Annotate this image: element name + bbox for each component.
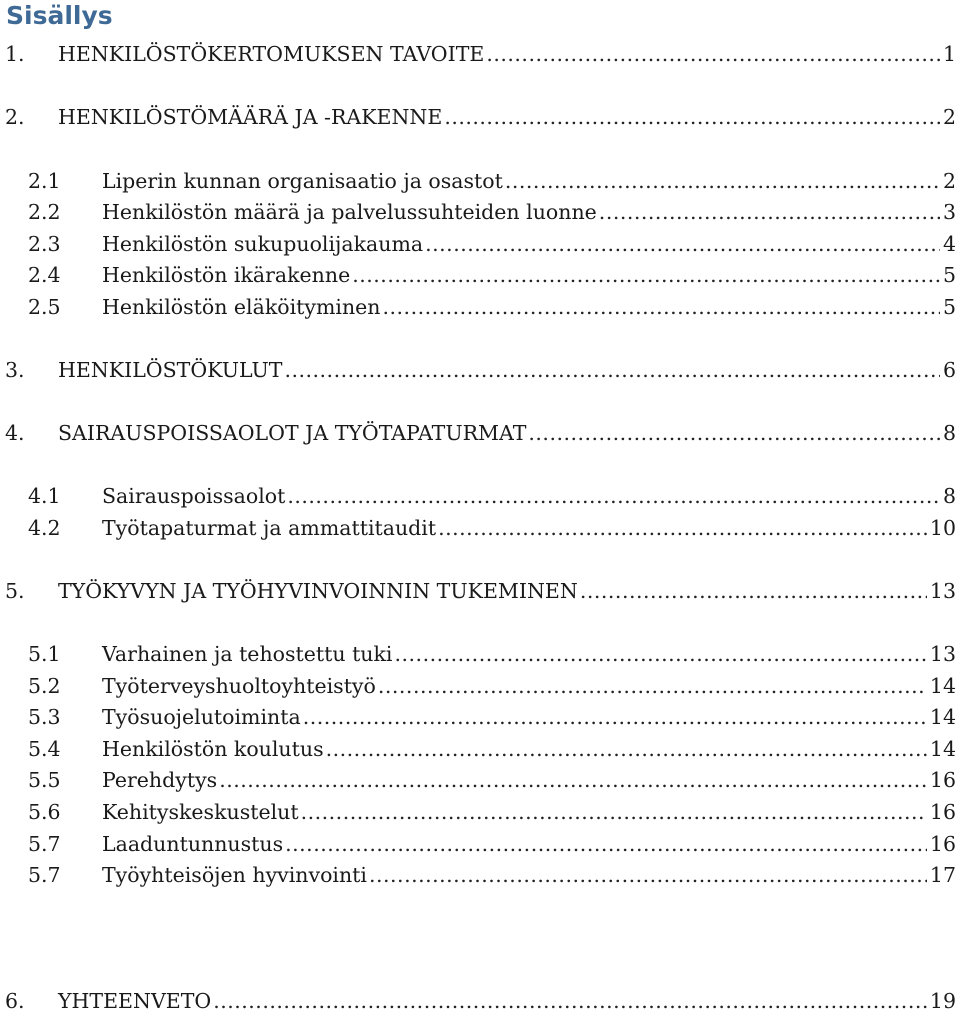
toc-entry-number: 2.4 — [28, 263, 61, 287]
toc-entry-number: 5.3 — [28, 705, 61, 729]
toc-entry-title: TYÖKYVYN JA TYÖHYVINVOINNIN TUKEMINEN — [58, 579, 578, 603]
toc-entry-number: 5.2 — [28, 674, 61, 698]
toc-entry-page: 16 — [929, 832, 956, 856]
toc-entry-number: 2.2 — [28, 200, 61, 224]
toc-dot-leader — [285, 828, 927, 860]
toc-entry-title: Työterveyshuoltoyhteistyö — [102, 674, 376, 698]
toc-entry-page: 14 — [929, 705, 956, 729]
toc-entry-1[interactable] — [0, 38, 960, 70]
toc-entry-number: 2.1 — [28, 169, 61, 193]
toc-dot-leader — [378, 670, 927, 702]
toc-dot-leader — [301, 796, 927, 828]
toc-entry-number: 2. — [5, 105, 25, 129]
toc-entry-number: 5.7 — [28, 863, 61, 887]
toc-entry-number: 2.5 — [28, 295, 61, 319]
toc-entry-2-4[interactable] — [0, 259, 960, 291]
toc-entry-number: 6. — [5, 989, 25, 1013]
toc-dot-leader — [287, 480, 940, 512]
toc-entry-number: 5.6 — [28, 800, 61, 824]
toc-entry-page: 4 — [942, 232, 956, 256]
toc-entry-title: Varhainen ja tehostettu tuki — [102, 642, 393, 666]
toc-entry-number: 5.5 — [28, 768, 61, 792]
toc-entry-5-2[interactable] — [0, 670, 960, 702]
toc-dot-leader — [580, 575, 927, 607]
toc-entry-page: 5 — [942, 263, 956, 287]
toc-entry-title: Perehdytys — [102, 768, 218, 792]
toc-entry-5-1[interactable] — [0, 638, 960, 670]
toc-entry-page: 14 — [929, 737, 956, 761]
toc-dot-leader — [425, 228, 940, 260]
toc-entry-number: 5.4 — [28, 737, 61, 761]
toc-entry-title: Henkilöstön eläköityminen — [102, 295, 381, 319]
toc-entry-page: 8 — [942, 421, 956, 445]
toc-dot-leader — [444, 101, 940, 133]
toc-entry-number: 3. — [5, 358, 25, 382]
toc-entry-5-7a[interactable] — [0, 828, 960, 860]
toc-entry-page: 13 — [929, 579, 956, 603]
toc-entry-5-7b[interactable] — [0, 859, 960, 891]
toc-entry-title: Henkilöstön määrä ja palvelussuhteiden luonne — [102, 200, 597, 224]
toc-entry-page: 3 — [942, 200, 956, 224]
toc-dot-leader — [383, 291, 940, 323]
toc-entry-page: 16 — [929, 800, 956, 824]
toc-entry-page: 10 — [929, 516, 956, 540]
toc-entry-title: Sairauspoissaolot — [102, 484, 286, 508]
toc-entry-page: 2 — [942, 105, 956, 129]
toc-dot-leader — [284, 354, 940, 386]
toc-entry-number: 5. — [5, 579, 25, 603]
toc-dot-leader — [369, 859, 927, 891]
toc-entry-5[interactable] — [0, 575, 960, 607]
toc-title: Sisällys — [6, 1, 113, 30]
toc-entry-number: 4. — [5, 421, 25, 445]
toc-entry-4-1[interactable] — [0, 480, 960, 512]
toc-dot-leader — [326, 733, 927, 765]
toc-dot-leader — [599, 196, 940, 228]
toc-dot-leader — [303, 701, 927, 733]
toc-entry-5-5[interactable] — [0, 764, 960, 796]
toc-entry-page: 5 — [942, 295, 956, 319]
toc-entry-page: 16 — [929, 768, 956, 792]
toc-entry-number: 2.3 — [28, 232, 61, 256]
toc-entry-2-3[interactable] — [0, 228, 960, 260]
toc-entry-title: Henkilöstön koulutus — [102, 737, 324, 761]
toc-entry-page: 14 — [929, 674, 956, 698]
toc-entry-number: 5.1 — [28, 642, 61, 666]
toc-entry-title: Kehityskeskustelut — [102, 800, 299, 824]
toc-dot-leader — [486, 38, 940, 70]
toc-entry-5-4[interactable] — [0, 733, 960, 765]
toc-entry-title: HENKILÖSTÖKULUT — [58, 358, 283, 382]
toc-entry-title: Henkilöstön sukupuolijakauma — [102, 232, 424, 256]
toc-dot-leader — [528, 417, 940, 449]
toc-entry-page: 2 — [942, 169, 956, 193]
toc-dot-leader — [505, 165, 940, 197]
toc-dot-leader — [352, 259, 940, 291]
toc-entry-3[interactable] — [0, 354, 960, 386]
toc-entry-2-5[interactable] — [0, 291, 960, 323]
toc-dot-leader — [395, 638, 927, 670]
toc-entry-2[interactable] — [0, 101, 960, 133]
toc-entry-5-3[interactable] — [0, 701, 960, 733]
toc-entry-6[interactable] — [0, 985, 960, 1017]
toc-entry-title: Työtapaturmat ja ammattitaudit — [102, 516, 437, 540]
toc-entry-title: Laaduntunnustus — [102, 832, 284, 856]
toc-entry-title: YHTEENVETO — [58, 989, 212, 1013]
toc-entry-number: 4.1 — [28, 484, 61, 508]
toc-entry-number: 1. — [5, 42, 25, 66]
toc-entry-title: HENKILÖSTÖKERTOMUKSEN TAVOITE — [58, 42, 485, 66]
toc-entry-page: 6 — [942, 358, 956, 382]
toc-entry-page: 13 — [929, 642, 956, 666]
toc-dot-leader — [438, 512, 927, 544]
toc-entry-page: 17 — [929, 863, 956, 887]
toc-entry-title: Liperin kunnan organisaatio ja osastot — [102, 169, 503, 193]
toc-entry-4[interactable] — [0, 417, 960, 449]
toc-entry-title: Työyhteisöjen hyvinvointi — [102, 863, 367, 887]
toc-entry-4-2[interactable] — [0, 512, 960, 544]
toc-entry-title: Henkilöstön ikärakenne — [102, 263, 351, 287]
toc-entry-title: HENKILÖSTÖMÄÄRÄ JA -RAKENNE — [58, 105, 443, 129]
toc-entry-page: 19 — [929, 989, 956, 1013]
toc-entry-page: 8 — [942, 484, 956, 508]
toc-entry-5-6[interactable] — [0, 796, 960, 828]
toc-entry-number: 5.7 — [28, 832, 61, 856]
toc-dot-leader — [213, 985, 927, 1017]
toc-entry-title: Työsuojelutoiminta — [102, 705, 301, 729]
toc-entry-page: 1 — [942, 42, 956, 66]
toc-entry-title: SAIRAUSPOISSAOLOT JA TYÖTAPATURMAT — [58, 421, 527, 445]
toc-dot-leader — [219, 764, 927, 796]
toc-entry-2-1[interactable] — [0, 165, 960, 197]
toc-entry-2-2[interactable] — [0, 196, 960, 228]
toc-entry-number: 4.2 — [28, 516, 61, 540]
